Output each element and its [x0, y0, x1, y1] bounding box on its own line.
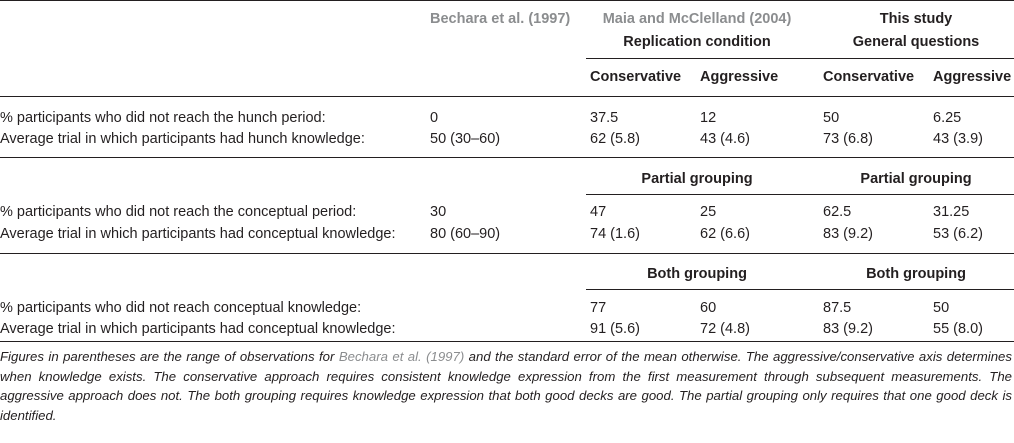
group-label-partial-maia: Partial grouping: [641, 171, 753, 187]
cell-this-conservative: 83 (9.2): [823, 321, 873, 337]
cell-this-aggressive: 6.25: [933, 110, 962, 126]
cell-this-conservative: 50: [823, 110, 840, 126]
header-rule: [0, 96, 1014, 97]
group-label-both-this: Both grouping: [866, 266, 966, 282]
cell-bechara: 50 (30–60): [430, 131, 501, 147]
cell-this-conservative: 62.5: [823, 204, 852, 220]
group-label-both-maia: Both grouping: [647, 266, 747, 282]
cell-maia-aggressive: 62 (6.6): [700, 226, 750, 242]
header-this-study: This study: [879, 11, 953, 27]
cell-maia-aggressive: 72 (4.8): [700, 321, 750, 337]
cell-maia-conservative: 37.5: [590, 110, 619, 126]
cell-this-aggressive: 53 (6.2): [933, 226, 983, 242]
header-subrule: [586, 58, 1014, 59]
cell-maia-aggressive: 25: [700, 204, 717, 220]
cell-this-conservative: 73 (6.8): [823, 131, 873, 147]
cell-maia-conservative: 62 (5.8): [590, 131, 640, 147]
section-rule: [0, 253, 1014, 254]
header-maia-conservative: Conservative: [590, 69, 682, 85]
bottom-rule: [0, 341, 1014, 342]
header-maia-sub: Replication condition: [623, 34, 771, 50]
group-label-partial-this: Partial grouping: [860, 171, 972, 187]
header-this-conservative: Conservative: [823, 69, 915, 85]
footnote-text: and the standard error of the mean otherwise. The aggressive/conservative axis determines when knowledge exists. The conservative approach requires consistent knowledge expression from the first measurement through subsequent measurements. The aggressive approach does not. The both grouping requires knowledge expression that both good decks are good. The partial grouping only requires that one good deck is identified.: [0, 349, 1012, 423]
cell-maia-conservative: 47: [590, 204, 607, 220]
header-maia-aggressive: Aggressive: [700, 69, 779, 85]
cell-maia-conservative: 91 (5.6): [590, 321, 640, 337]
row-label: % participants who did not reach the conceptual period:: [0, 204, 357, 220]
cell-this-aggressive: 31.25: [933, 204, 970, 220]
group-subrule: [586, 289, 1014, 290]
cell-bechara: 30: [430, 204, 447, 220]
cell-this-aggressive: 50: [933, 300, 950, 316]
group-subrule: [586, 194, 1014, 195]
cell-maia-aggressive: 12: [700, 110, 717, 126]
header-bechara: Bechara et al. (1997): [430, 11, 571, 27]
cell-this-aggressive: 43 (3.9): [933, 131, 983, 147]
row-label: Average trial in which participants had conceptual knowledge:: [0, 321, 396, 337]
row-label: Average trial in which participants had hunch knowledge:: [0, 131, 365, 147]
footnote-citation-link[interactable]: Bechara et al. (1997): [338, 349, 465, 364]
cell-bechara: 80 (60–90): [430, 226, 501, 242]
cell-this-conservative: 83 (9.2): [823, 226, 873, 242]
header-maia: Maia and McClelland (2004): [602, 11, 792, 27]
cell-maia-conservative: 74 (1.6): [590, 226, 640, 242]
cell-bechara: 0: [430, 110, 439, 126]
cell-maia-conservative: 77: [590, 300, 607, 316]
footnote-text: Figures in parentheses are the range of observations for: [0, 349, 339, 364]
section-rule: [0, 157, 1014, 158]
row-label: % participants who did not reach conceptual knowledge:: [0, 300, 362, 316]
top-rule: [0, 0, 1014, 1]
cell-this-aggressive: 55 (8.0): [933, 321, 983, 337]
table-footnote: [0, 347, 1012, 425]
row-label: Average trial in which participants had conceptual knowledge:: [0, 226, 396, 242]
cell-maia-aggressive: 43 (4.6): [700, 131, 750, 147]
row-label: % participants who did not reach the hunch period:: [0, 110, 326, 126]
cell-maia-aggressive: 60: [700, 300, 717, 316]
cell-this-conservative: 87.5: [823, 300, 852, 316]
header-this-aggressive: Aggressive: [933, 69, 1012, 85]
header-this-sub: General questions: [852, 34, 980, 50]
